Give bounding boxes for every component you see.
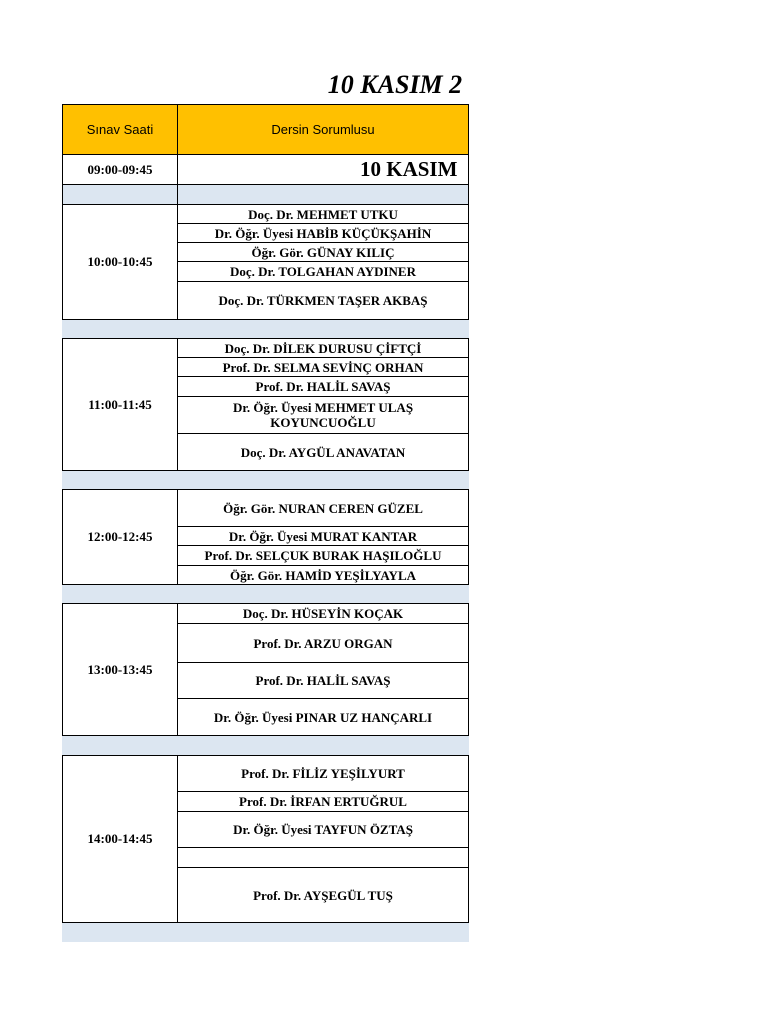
lecturer-cell: Doç. Dr. TÜRKMEN TAŞER AKBAŞ	[177, 281, 469, 320]
lecturer-cell: Dr. Öğr. Üyesi MEHMET ULAŞ KOYUNCUOĞLU	[177, 396, 469, 434]
header-exam-time: Sınav Saati	[62, 104, 178, 155]
lecturer-cell: Dr. Öğr. Üyesi HABİB KÜÇÜKŞAHİN	[177, 223, 469, 243]
lecturer-cell: Prof. Dr. HALİL SAVAŞ	[177, 662, 469, 699]
time-cell: 14:00-14:45	[62, 755, 178, 923]
date-banner: 10 KASIM	[177, 154, 469, 185]
document-title	[0, 70, 469, 106]
lecturer-cell: Prof. Dr. SELMA SEVİNÇ ORHAN	[177, 357, 469, 377]
separator-row	[62, 320, 469, 338]
lecturer-cell: Prof. Dr. HALİL SAVAŞ	[177, 376, 469, 397]
lecturer-cell: Prof. Dr. FİLİZ YEŞİLYURT	[177, 755, 469, 792]
time-cell: 12:00-12:45	[62, 489, 178, 585]
lecturer-cell: Prof. Dr. İRFAN ERTUĞRUL	[177, 791, 469, 812]
time-cell: 09:00-09:45	[62, 154, 178, 185]
separator-row	[62, 923, 469, 942]
lecturer-cell: Doç. Dr. HÜSEYİN KOÇAK	[177, 603, 469, 624]
time-cell: 13:00-13:45	[62, 603, 178, 736]
lecturer-cell: Dr. Öğr. Üyesi MURAT KANTAR	[177, 526, 469, 546]
lecturer-cell: Öğr. Gör. NURAN CEREN GÜZEL	[177, 489, 469, 527]
lecturer-cell: Doç. Dr. MEHMET UTKU	[177, 204, 469, 224]
lecturer-cell: Öğr. Gör. HAMİD YEŞİLYAYLA	[177, 565, 469, 585]
lecturer-cell: Prof. Dr. AYŞEGÜL TUŞ	[177, 867, 469, 923]
lecturer-cell: Doç. Dr. DİLEK DURUSU ÇİFTÇİ	[177, 338, 469, 358]
lecturer-cell: Doç. Dr. AYGÜL ANAVATAN	[177, 433, 469, 471]
time-cell: 11:00-11:45	[62, 338, 178, 471]
separator-row	[62, 471, 469, 489]
separator-row	[62, 585, 469, 603]
separator-row	[62, 184, 469, 205]
lecturer-cell: Dr. Öğr. Üyesi TAYFUN ÖZTAŞ	[177, 811, 469, 848]
separator-row	[62, 736, 469, 755]
lecturer-cell: Prof. Dr. ARZU ORGAN	[177, 623, 469, 663]
lecturer-cell: Doç. Dr. TOLGAHAN AYDINER	[177, 261, 469, 282]
time-cell: 10:00-10:45	[62, 204, 178, 320]
lecturer-cell: Dr. Öğr. Üyesi PINAR UZ HANÇARLI	[177, 698, 469, 736]
lecturer-cell: Öğr. Gör. GÜNAY KILIÇ	[177, 242, 469, 262]
lecturer-cell: Prof. Dr. SELÇUK BURAK HAŞILOĞLU	[177, 545, 469, 566]
lecturer-cell	[177, 847, 469, 868]
header-course-responsible: Dersin Sorumlusu	[177, 104, 469, 155]
document-title-text: 10 KASIM 2	[327, 70, 463, 99]
